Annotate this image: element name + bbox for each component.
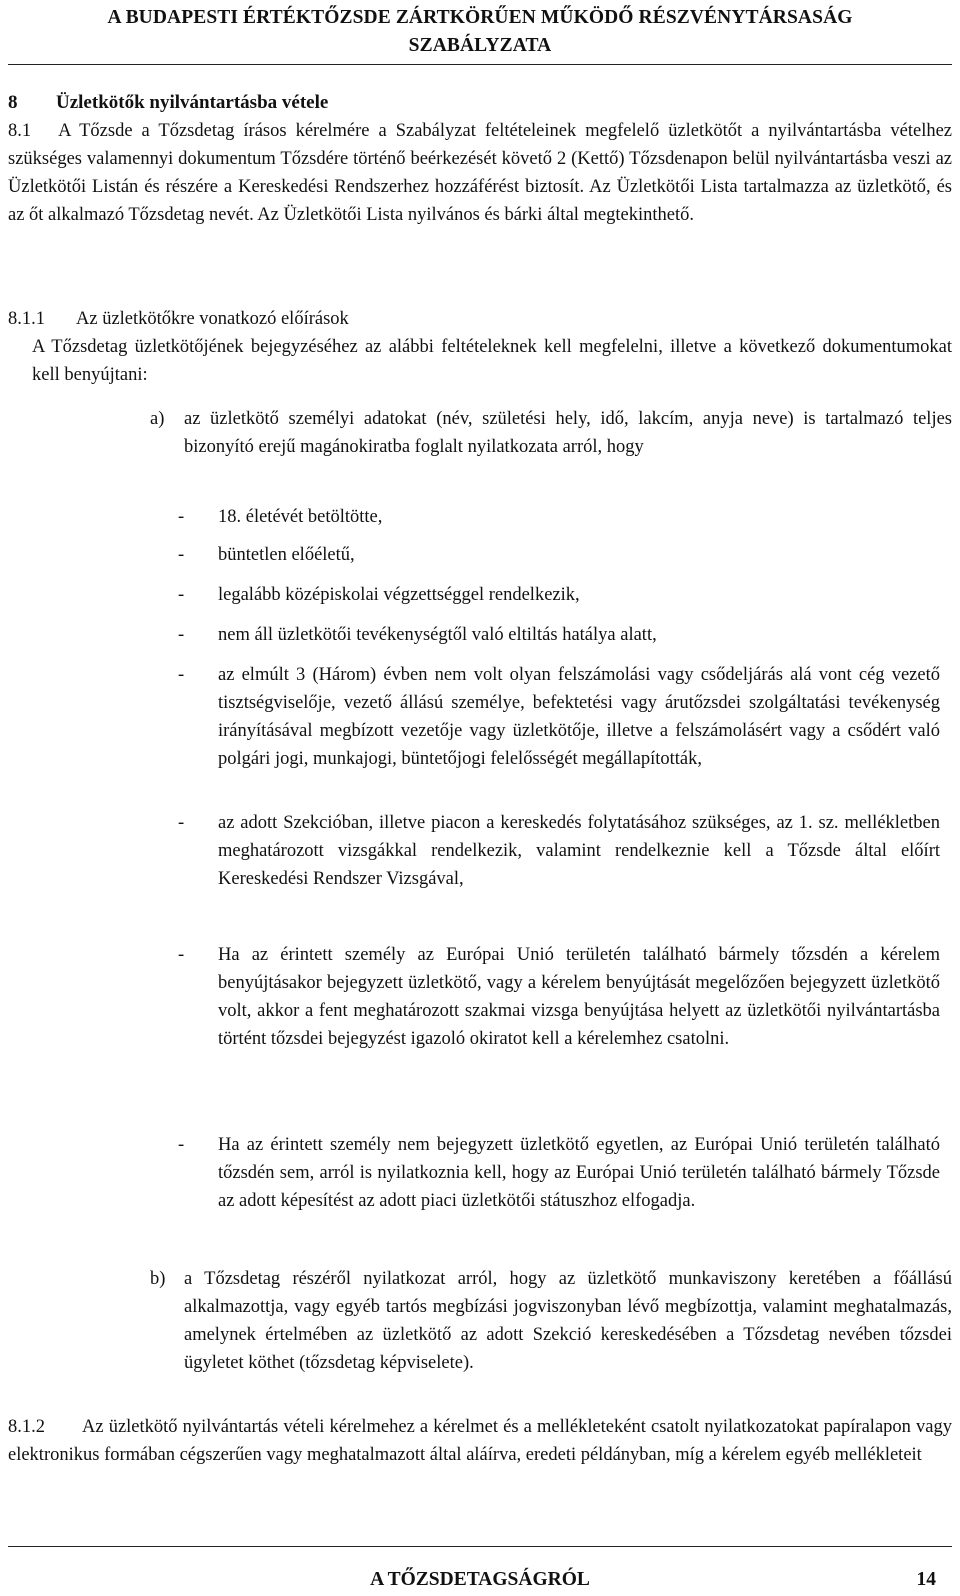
- bullet-text: az elmúlt 3 (Három) évben nem volt olyan felszámolási vagy csődeljárás alá vont cég vezető tisztségviselője, vezető állású személye, befektetési vagy árutőzsdei szolgáltatási tevékenység irányításával megbízott vezetője vagy üzletkötője, illetve a felszámolásért vagy a csődért való polgári jogi, munkajogi, büntetőjogi felelősségét megállapították,: [218, 665, 940, 769]
- bullet-text: Ha az érintett személy nem bejegyzett üzletkötő egyetlen, az Európai Unió területén található tőzsdén sem, arról is nyilatkoznia kell, hogy az Európai Unió területén található bármely Tőzsde az adott képesítést az adott piaci üzletkötői státuszhoz elfogadja.: [218, 1135, 940, 1211]
- bullet-text: legalább középiskolai végzettséggel rendelkezik,: [218, 585, 580, 605]
- bullet-text: az adott Szekcióban, illetve piacon a kereskedés folytatásához szükséges, az 1. sz. mellékletben meghatározott vizsgákkal rendelkezik, valamint rendelkeznie kell a Tőzsde által előírt Kereskedési Rendszer Vizsgával,: [218, 813, 940, 889]
- bullet-text: 18. életévét betöltötte,: [218, 507, 383, 527]
- paragraph-8-1: [8, 117, 952, 229]
- paragraph-8-1-2-text: Az üzletkötő nyilvántartás vételi kérelmehez a kérelmet és a mellékleteként csatolt nyilatkozatokat papíralapon vagy elektronikus formában cégszerűen vagy meghatalmazott által aláírva, eredeti példányban, míg a kérelem egyéb mellékleteit: [8, 1417, 952, 1465]
- bullet-text: büntetlen előéletű,: [218, 545, 355, 565]
- list-item-a-label: a): [150, 409, 165, 429]
- bullet-dash: -: [178, 665, 185, 685]
- page-number: 14: [916, 1569, 936, 1590]
- paragraph-8-1-number: 8.1: [8, 121, 32, 141]
- bullet-dash: -: [178, 813, 185, 833]
- bullet-dash: -: [178, 507, 185, 527]
- section-number: 8: [8, 92, 18, 113]
- header-line-2: SZABÁLYZATA: [408, 35, 552, 56]
- subsection-8-1-1-heading: [8, 305, 952, 333]
- paragraph-8-1-text: A Tőzsde a Tőzsdetag írásos kérelmére a Szabályzat feltételeinek megfelelő üzletkötőt a nyilvántartásba vételhez szükséges valamennyi dokumentum Tőzsdére történő beérkezését követő 2 (Kettő) Tőzsdenapon belül nyilvántartásba veszi az Üzletkötői Listán és részére a Kereskedési Rendszerhez hozzáférést biztosít. Az Üzletkötői Lista tartalmazza az üzletkötő, és az őt alkalmazó Tőzsdetag nevét. Az Üzletkötői Lista nyilvános és bárki által megtekinthető.: [8, 121, 953, 225]
- section-title: Üzletkötők nyilvántartásba vétele: [56, 92, 329, 113]
- paragraph-8-1-2-number: 8.1.2: [8, 1417, 45, 1437]
- bullet-text: Ha az érintett személy az Európai Unió területén található bármely tőzsdén a kérelem benyújtásakor bejegyzett üzletkötő, vagy a kérelem benyújtását megelőzően bejegyzett üzletkötő volt, akkor a fent meghatározott szakmai vizsga benyújtása helyett az üzletkötői nyilvántartásba történt tőzsdei bejegyzést igazoló okiratot kell a kérelemhez csatolni.: [218, 945, 940, 1049]
- subsection-8-1-1-title: Az üzletkötőkre vonatkozó előírások: [76, 309, 349, 329]
- list-item-b-label: b): [150, 1269, 166, 1289]
- footer-title: A TŐZSDETAGSÁGRÓL: [370, 1569, 590, 1590]
- header-line-1: A BUDAPESTI ÉRTÉKTŐZSDE ZÁRTKÖRŰEN MŰKÖDŐ RÉSZVÉNYTÁRSASÁG: [107, 7, 853, 28]
- section-heading: [8, 89, 328, 117]
- header-divider: [8, 64, 952, 65]
- list-item-a-text: az üzletkötő személyi adatokat (név, születési hely, idő, lakcím, anyja neve) is tartalmazó teljes bizonyító erejű magánokiratba foglalt nyilatkozata arról, hogy: [184, 409, 952, 457]
- bullet-dash: -: [178, 585, 185, 605]
- bullet-text: nem áll üzletkötői tevékenységtől való eltiltás hatálya alatt,: [218, 625, 657, 645]
- footer-divider: [8, 1546, 952, 1547]
- bullet-dash: -: [178, 625, 185, 645]
- bullet-dash: -: [178, 545, 185, 565]
- subsection-8-1-1-intro: A Tőzsdetag üzletkötőjének bejegyzéséhez az alábbi feltételeknek kell megfelelni, illetve a következő dokumentumokat kell benyújtani:: [32, 337, 952, 385]
- page-header: [0, 4, 960, 60]
- subsection-8-1-1-number: 8.1.1: [8, 309, 45, 329]
- bullet-dash: -: [178, 945, 185, 965]
- bullet-dash: -: [178, 1135, 185, 1155]
- list-item-b-text: a Tőzsdetag részéről nyilatkozat arról, hogy az üzletkötő munkaviszony keretében a főállású alkalmazottja, vagy egyéb tartós megbízási jogviszonyban lévő megbízottja, valamint meghatalmazás, amelynek értelmében az üzletkötő az adott Szekció kereskedésében a Tőzsdetag nevében tőzsdei ügyletet köthet (tőzsdetag képviselete).: [184, 1269, 952, 1373]
- paragraph-8-1-2: [8, 1413, 952, 1469]
